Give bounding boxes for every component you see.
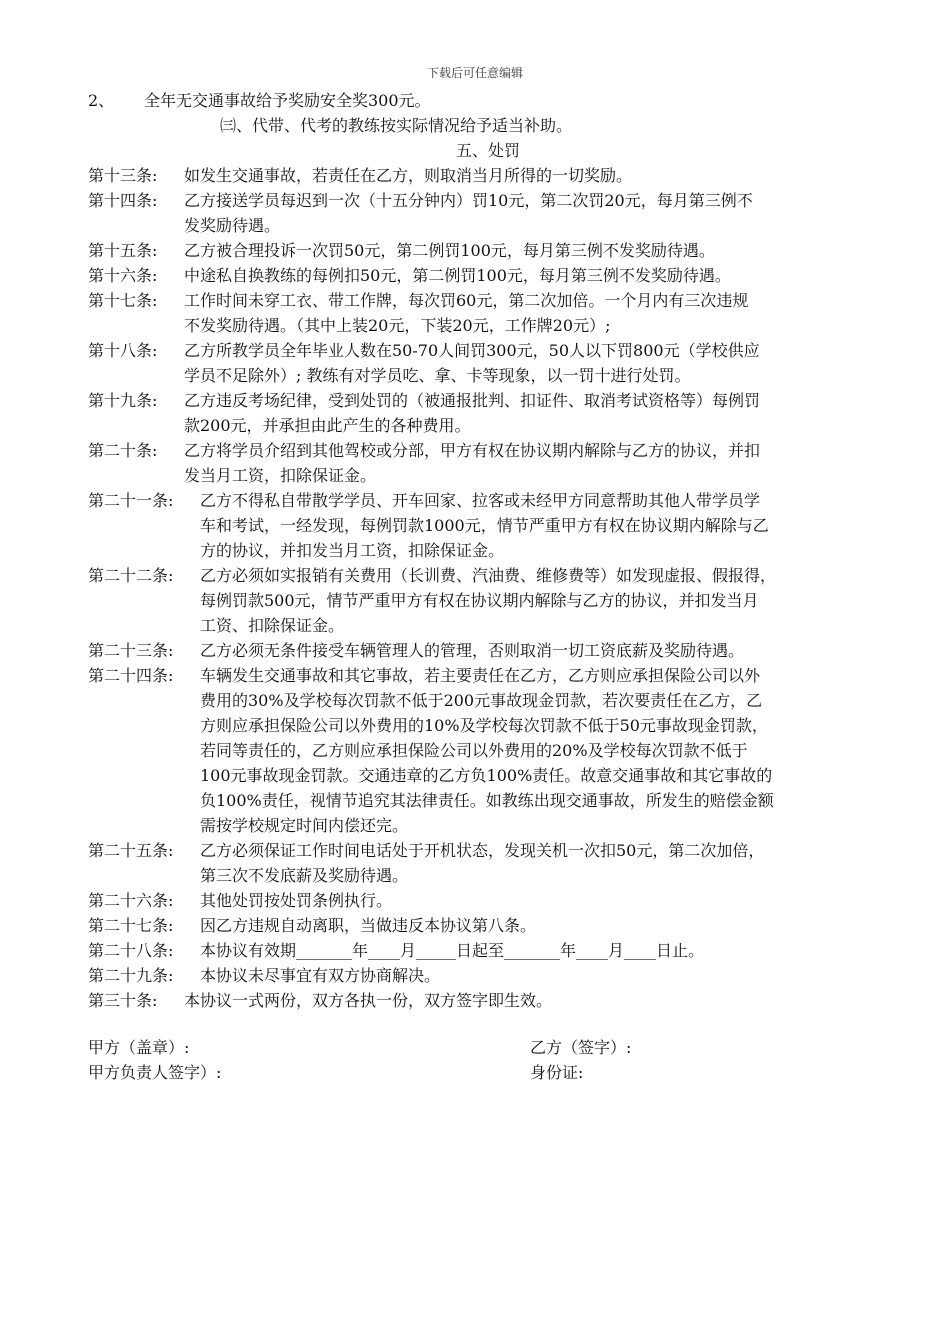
- article: [88, 163, 888, 188]
- reward-text: 全年无交通事故给予奖励安全奖300元。: [144, 91, 431, 110]
- article-text-line: 乙方所教学员全年毕业人数在50-70人间罚300元，50人以下罚800元（学校供应: [184, 341, 760, 360]
- article-text-line: 不发奖励待遇。（其中上装20元，下装20元，工作牌20元）;: [184, 316, 611, 335]
- article-text-line: 因乙方违规自动离职，当做违反本协议第八条。: [200, 916, 537, 935]
- article-text-line: 第三次不发底薪及奖励待遇。: [200, 866, 409, 885]
- article-label: 第二十七条:: [88, 916, 174, 935]
- article-text-line: 费用的30%及学校每次罚款不低于200元事故现金罚款，若次要责任在乙方，乙: [200, 691, 763, 710]
- article-text-line: 需按学校规定时间内偿还完。: [200, 816, 409, 835]
- article-text-line: 如发生交通事故，若责任在乙方，则取消当月所得的一切奖励。: [184, 166, 633, 185]
- reward-number: 2、: [88, 91, 115, 110]
- article-text-line: 发奖励待遇。: [184, 216, 281, 235]
- article-label: 第二十条:: [88, 441, 158, 460]
- article-label: 第十七条:: [88, 291, 158, 310]
- article-text: [184, 338, 888, 388]
- article-label: 第二十六条:: [88, 891, 174, 910]
- page-header-note: 下载后可任意编辑: [426, 66, 523, 80]
- article-text-line: 发当月工资，扣除保证金。: [184, 466, 377, 485]
- article: [88, 938, 888, 963]
- article: [88, 388, 888, 438]
- article-text-line: 每例罚款500元，情节严重甲方有权在协议期内解除与乙方的协议，并扣发当月: [200, 591, 759, 610]
- id-card-label: 身份证:: [530, 1063, 584, 1082]
- article-text-line: 本协议有效期_______年____月_____日起至_______年____月____日止。: [200, 941, 705, 960]
- article-label: 第二十八条:: [88, 941, 174, 960]
- signature-block: [88, 1035, 888, 1085]
- article-label: 第二十一条:: [88, 491, 174, 510]
- article: [88, 238, 888, 263]
- article-text-line: 乙方被合理投诉一次罚50元，第二例罚100元，每月第三例不发奖励待遇。: [184, 241, 715, 260]
- article-text-line: 100元事故现金罚款。交通违章的乙方负100%责任。故意交通事故和其它事故的: [200, 766, 773, 785]
- article-label: 第二十三条:: [88, 641, 174, 660]
- article-text: [200, 488, 888, 563]
- reward-item-2: [88, 88, 888, 113]
- section-title: 五、处罚: [455, 141, 520, 160]
- article-text-line: 乙方不得私自带散学学员、开车回家、拉客或未经甲方同意帮助其他人带学员学: [200, 491, 761, 510]
- contract-body: [88, 88, 888, 1013]
- article: [88, 488, 888, 563]
- article-text-line: 款200元，并承担由此产生的各种费用。: [184, 416, 471, 435]
- article-label: 第二十九条:: [88, 966, 174, 985]
- article-text: [200, 638, 888, 663]
- subsidy-line: ㈢、代带、代考的教练按实际情况给予适当补助。: [220, 116, 573, 135]
- article-text-line: 乙方必须无条件接受车辆管理人的管理，否则取消一切工资底薪及奖励待遇。: [200, 641, 745, 660]
- article: [88, 438, 888, 488]
- article-text: [184, 288, 888, 338]
- article-text: [184, 438, 888, 488]
- article-label: 第二十五条:: [88, 841, 174, 860]
- article-text: [200, 913, 888, 938]
- article-text-line: 车辆发生交通事故和其它事故，若主要责任在乙方，乙方则应承担保险公司以外: [200, 666, 761, 685]
- article-label: 第十九条:: [88, 391, 158, 410]
- party-a-rep-sign-label: 甲方负责人签字）:: [88, 1063, 222, 1082]
- article-label: 第十六条:: [88, 266, 158, 285]
- article-text: [184, 388, 888, 438]
- article-text-line: 学员不足除外）; 教练有对学员吃、拿、卡等现象，以一罚十进行处罚。: [184, 366, 691, 385]
- article-label: 第十四条:: [88, 191, 158, 210]
- article-label: 第二十二条:: [88, 566, 174, 585]
- article-text-line: 工资、扣除保证金。: [200, 616, 345, 635]
- article: [88, 913, 888, 938]
- article: [88, 263, 888, 288]
- article-text: [184, 163, 888, 188]
- article-text: [184, 263, 888, 288]
- article-label: 第十五条:: [88, 241, 158, 260]
- article-label: 第三十条:: [88, 991, 158, 1010]
- article-label: 第十八条:: [88, 341, 158, 360]
- article-text-line: 负100%责任，视情节追究其法律责任。如教练出现交通事故，所发生的赔偿金额: [200, 791, 774, 810]
- article: [88, 888, 888, 913]
- article-text: [184, 188, 888, 238]
- article-text: [200, 938, 888, 963]
- article-text-line: 本协议一式两份，双方各执一份，双方签字即生效。: [184, 991, 553, 1010]
- article-text: [200, 888, 888, 913]
- article: [88, 988, 888, 1013]
- article-text: [200, 963, 888, 988]
- article-list: [88, 163, 888, 1013]
- article-text-line: 车和考试，一经发现，每例罚款1000元，情节严重甲方有权在协议期内解除与乙: [200, 516, 769, 535]
- article-text-line: 乙方违反考场纪律，受到处罚的（被通报批判、扣证件、取消考试资格等）每例罚: [184, 391, 761, 410]
- article-text: [184, 988, 888, 1013]
- article-text: [184, 238, 888, 263]
- article-text-line: 其他处罚按处罚条例执行。: [200, 891, 393, 910]
- article-text-line: 乙方将学员介绍到其他驾校或分部，甲方有权在协议期内解除与乙方的协议，并扣: [184, 441, 761, 460]
- article: [88, 563, 888, 638]
- article: [88, 838, 888, 888]
- article-text-line: 中途私自换教练的每例扣50元，第二例罚100元，每月第三例不发奖励待遇。: [184, 266, 731, 285]
- article: [88, 188, 888, 238]
- article-text-line: 方的协议，并扣发当月工资，扣除保证金。: [200, 541, 505, 560]
- party-a-seal-label: 甲方（盖章）:: [88, 1038, 190, 1057]
- article-text-line: 乙方必须保证工作时间电话处于开机状态，发现关机一次扣50元，第二次加倍，: [200, 841, 765, 860]
- article-text-line: 方则应承担保险公司以外费用的10%及学校每次罚款不低于50元事故现金罚款，: [200, 716, 768, 735]
- article: [88, 638, 888, 663]
- article-text-line: 乙方接送学员每迟到一次（十五分钟内）罚10元，第二次罚20元，每月第三例不: [184, 191, 753, 210]
- article: [88, 338, 888, 388]
- article: [88, 288, 888, 338]
- article-text-line: 本协议未尽事宜有双方协商解决。: [200, 966, 441, 985]
- article: [88, 663, 888, 838]
- article-label: 第十三条:: [88, 166, 158, 185]
- article-text: [200, 838, 888, 888]
- article-text-line: 若同等责任的，乙方则应承担保险公司以外费用的20%及学校每次罚款不低于: [200, 741, 748, 760]
- article-text-line: 乙方必须如实报销有关费用（长训费、汽油费、维修费等）如发现虚报、假报得，: [200, 566, 777, 585]
- article-label: 第二十四条:: [88, 666, 174, 685]
- article: [88, 963, 888, 988]
- article-text: [200, 663, 888, 838]
- article-text-line: 工作时间未穿工衣、带工作牌，每次罚60元，第二次加倍。一个月内有三次违规: [184, 291, 749, 310]
- party-b-sign-label: 乙方（签字）:: [530, 1038, 632, 1057]
- article-text: [200, 563, 888, 638]
